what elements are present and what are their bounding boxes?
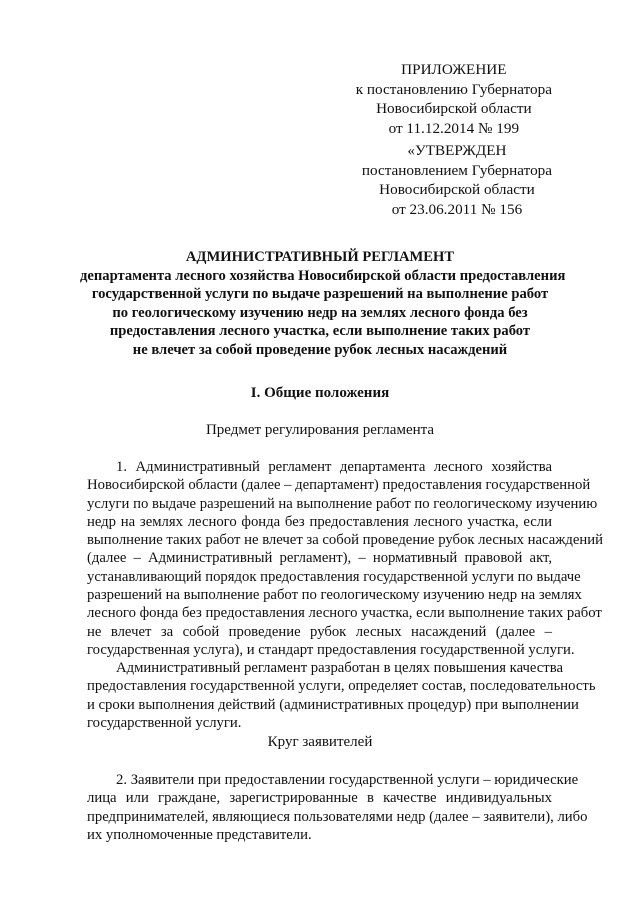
paragraph-line: 2. Заявители при предоставлении государственной услуги – юридические	[116, 772, 579, 788]
paragraph-line: их уполномоченные представители.	[87, 826, 312, 843]
paragraph-line: государственной услуги.	[87, 714, 242, 731]
appendix-line: Новосибирской области	[376, 100, 532, 118]
title-line: департамента лесного хозяйства Новосибирской области предоставления	[80, 267, 566, 284]
paragraph-line: и сроки выполнения действий (административных процедур) при выполнении	[87, 696, 579, 713]
approval-line: Новосибирской области	[379, 181, 535, 199]
paragraph-line: не влечет за собой проведение рубок лесных насаждений (далее –	[87, 623, 552, 640]
paragraph-line: (далее – Административный регламент), – нормативный правовой акт,	[87, 550, 552, 567]
paragraph-line: Административный регламент разработан в целях повышения качества	[116, 660, 563, 676]
paragraph-line: лица или граждане, зарегистрированные в качестве индивидуальных	[87, 790, 552, 807]
appendix-stamp	[356, 60, 552, 139]
paragraph-line: лесного фонда без предоставления лесного участка, если выполнение таких работ	[87, 605, 602, 622]
paragraph-line: 1. Административный регламент департамента лесного хозяйства	[116, 459, 552, 475]
paragraph-2	[87, 659, 596, 732]
title-line: не влечет за собой проведение рубок лесных насаждений	[132, 341, 508, 358]
paragraph-1	[87, 458, 603, 659]
appendix-line: от 11.12.2014 № 199	[388, 120, 520, 138]
section-heading: I. Общие положения	[250, 385, 390, 401]
paragraph-line: государственная услуга), и стандарт предоставления государственной услуги.	[87, 641, 575, 658]
applicants-heading: Круг заявителей	[267, 734, 373, 750]
approval-stamp	[362, 141, 552, 220]
title-line: предоставления лесного участка, если выполнение таких работ	[109, 323, 531, 340]
appendix-line: к постановлению Губернатора	[355, 80, 552, 98]
paragraph-3	[87, 771, 588, 844]
approval-line: «УТВЕРЖДЕН	[407, 142, 507, 159]
paragraph-line: недр на землях лесного фонда без предоставления лесного участка, если	[87, 513, 552, 530]
paragraph-line: предоставления государственной услуги, определяет состав, последовательность	[87, 678, 596, 695]
approval-line: от 23.06.2011 № 156	[391, 201, 523, 219]
title-line: по геологическому изучению недр на землях лесного фонда без	[112, 304, 528, 321]
subject-heading: Предмет регулирования регламента	[205, 422, 435, 438]
paragraph-line: предпринимателей, являющиеся пользователями недр (далее – заявители), либо	[87, 808, 588, 825]
paragraph-line: выполнение таких работ не влечет за собой проведение рубок лесных насаждений	[87, 532, 603, 549]
paragraph-line: услуги по выдаче разрешений на выполнение работ по геологическому изучению	[87, 495, 598, 512]
appendix-line: ПРИЛОЖЕНИЕ	[401, 61, 507, 78]
paragraph-line: устанавливающий порядок предоставления государственной услуги по выдаче	[87, 568, 581, 585]
title-line: государственной услуги по выдаче разрешений на выполнение работ	[91, 286, 549, 303]
paragraph-line: Новосибирской области (далее – департамент) предоставления государственной	[87, 477, 591, 494]
approval-line: постановлением Губернатора	[361, 161, 552, 179]
document-title	[80, 248, 566, 360]
title-line: АДМИНИСТРАТИВНЫЙ РЕГЛАМЕНТ	[185, 249, 455, 265]
paragraph-line: разрешений на выполнение работ по геологическому изучению недр на землях	[87, 587, 582, 604]
